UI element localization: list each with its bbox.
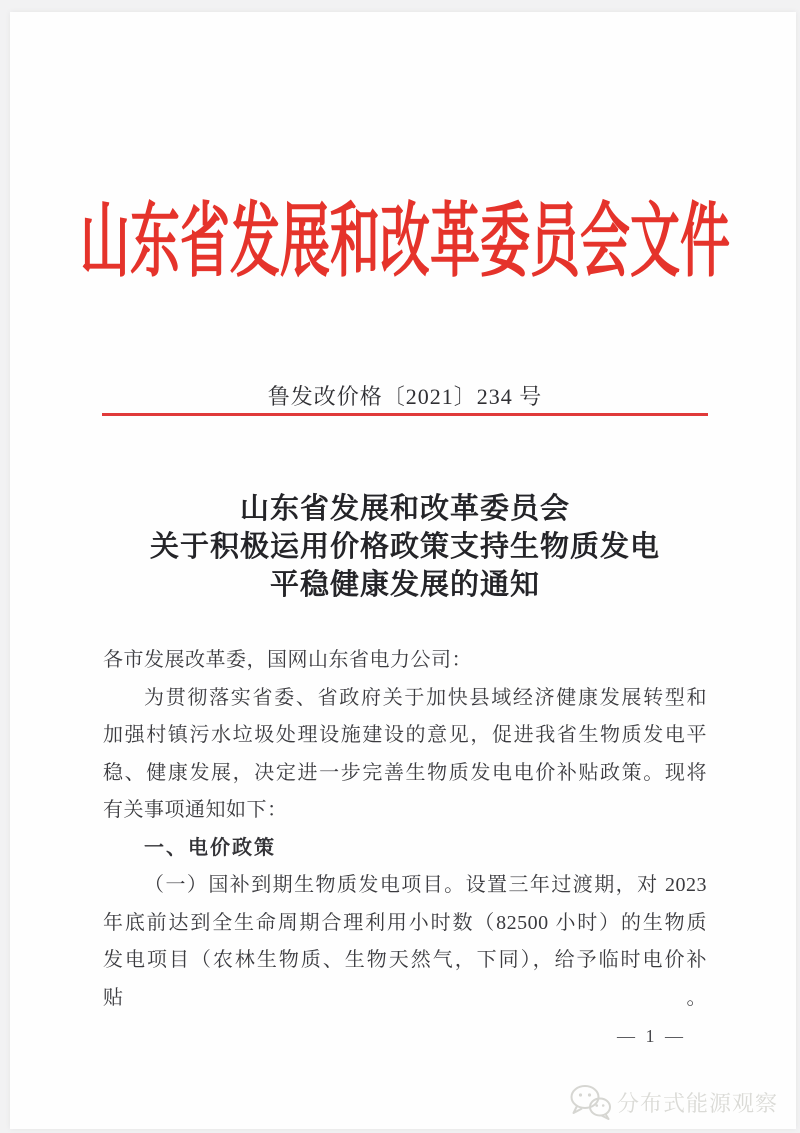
body-line: 各市发展改革委，国网山东省电力公司：	[103, 649, 472, 671]
title-line: 平稳健康发展的通知	[269, 569, 540, 601]
doc-title	[10, 490, 800, 604]
body-line: 一、电价政策	[144, 836, 276, 859]
body-line: 年底前达到全生命周期合理利用小时数（82500 小时）的生物质	[103, 911, 707, 934]
document-body	[103, 642, 707, 1009]
letterhead	[10, 170, 800, 300]
body-line: 稳、健康发展，决定进一步完善生物质发电电价补贴政策。现将	[103, 761, 707, 784]
title-line: 关于积极运用价格政策支持生物质发电	[149, 531, 660, 563]
letterhead-rule	[102, 413, 708, 416]
watermark	[569, 1084, 778, 1120]
wechat-icon	[569, 1084, 611, 1120]
body-line: （一）国补到期生物质发电项目。设置三年过渡期，对 2023	[144, 874, 707, 896]
body-line: 加强村镇污水垃圾处理设施建设的意见，促进我省生物质发电平	[103, 724, 707, 746]
document-page	[10, 12, 796, 1129]
watermark-text: 分布式能源观察	[616, 1090, 778, 1116]
body-line: 有关事项通知如下：	[103, 799, 288, 821]
doc-number: 鲁发改价格〔2021〕234 号	[267, 384, 543, 409]
letterhead-title: 山东省发展和改革委员会文件	[80, 196, 730, 287]
title-line: 山东省发展和改革委员会	[239, 493, 570, 525]
page-number: — 1 —	[617, 1026, 686, 1046]
body-line: 为贯彻落实省委、省政府关于加快县域经济健康发展转型和	[144, 686, 707, 709]
body-line: 发电项目（农林生物质、生物天然气，下同），给予临时电价补贴。	[103, 949, 707, 1009]
